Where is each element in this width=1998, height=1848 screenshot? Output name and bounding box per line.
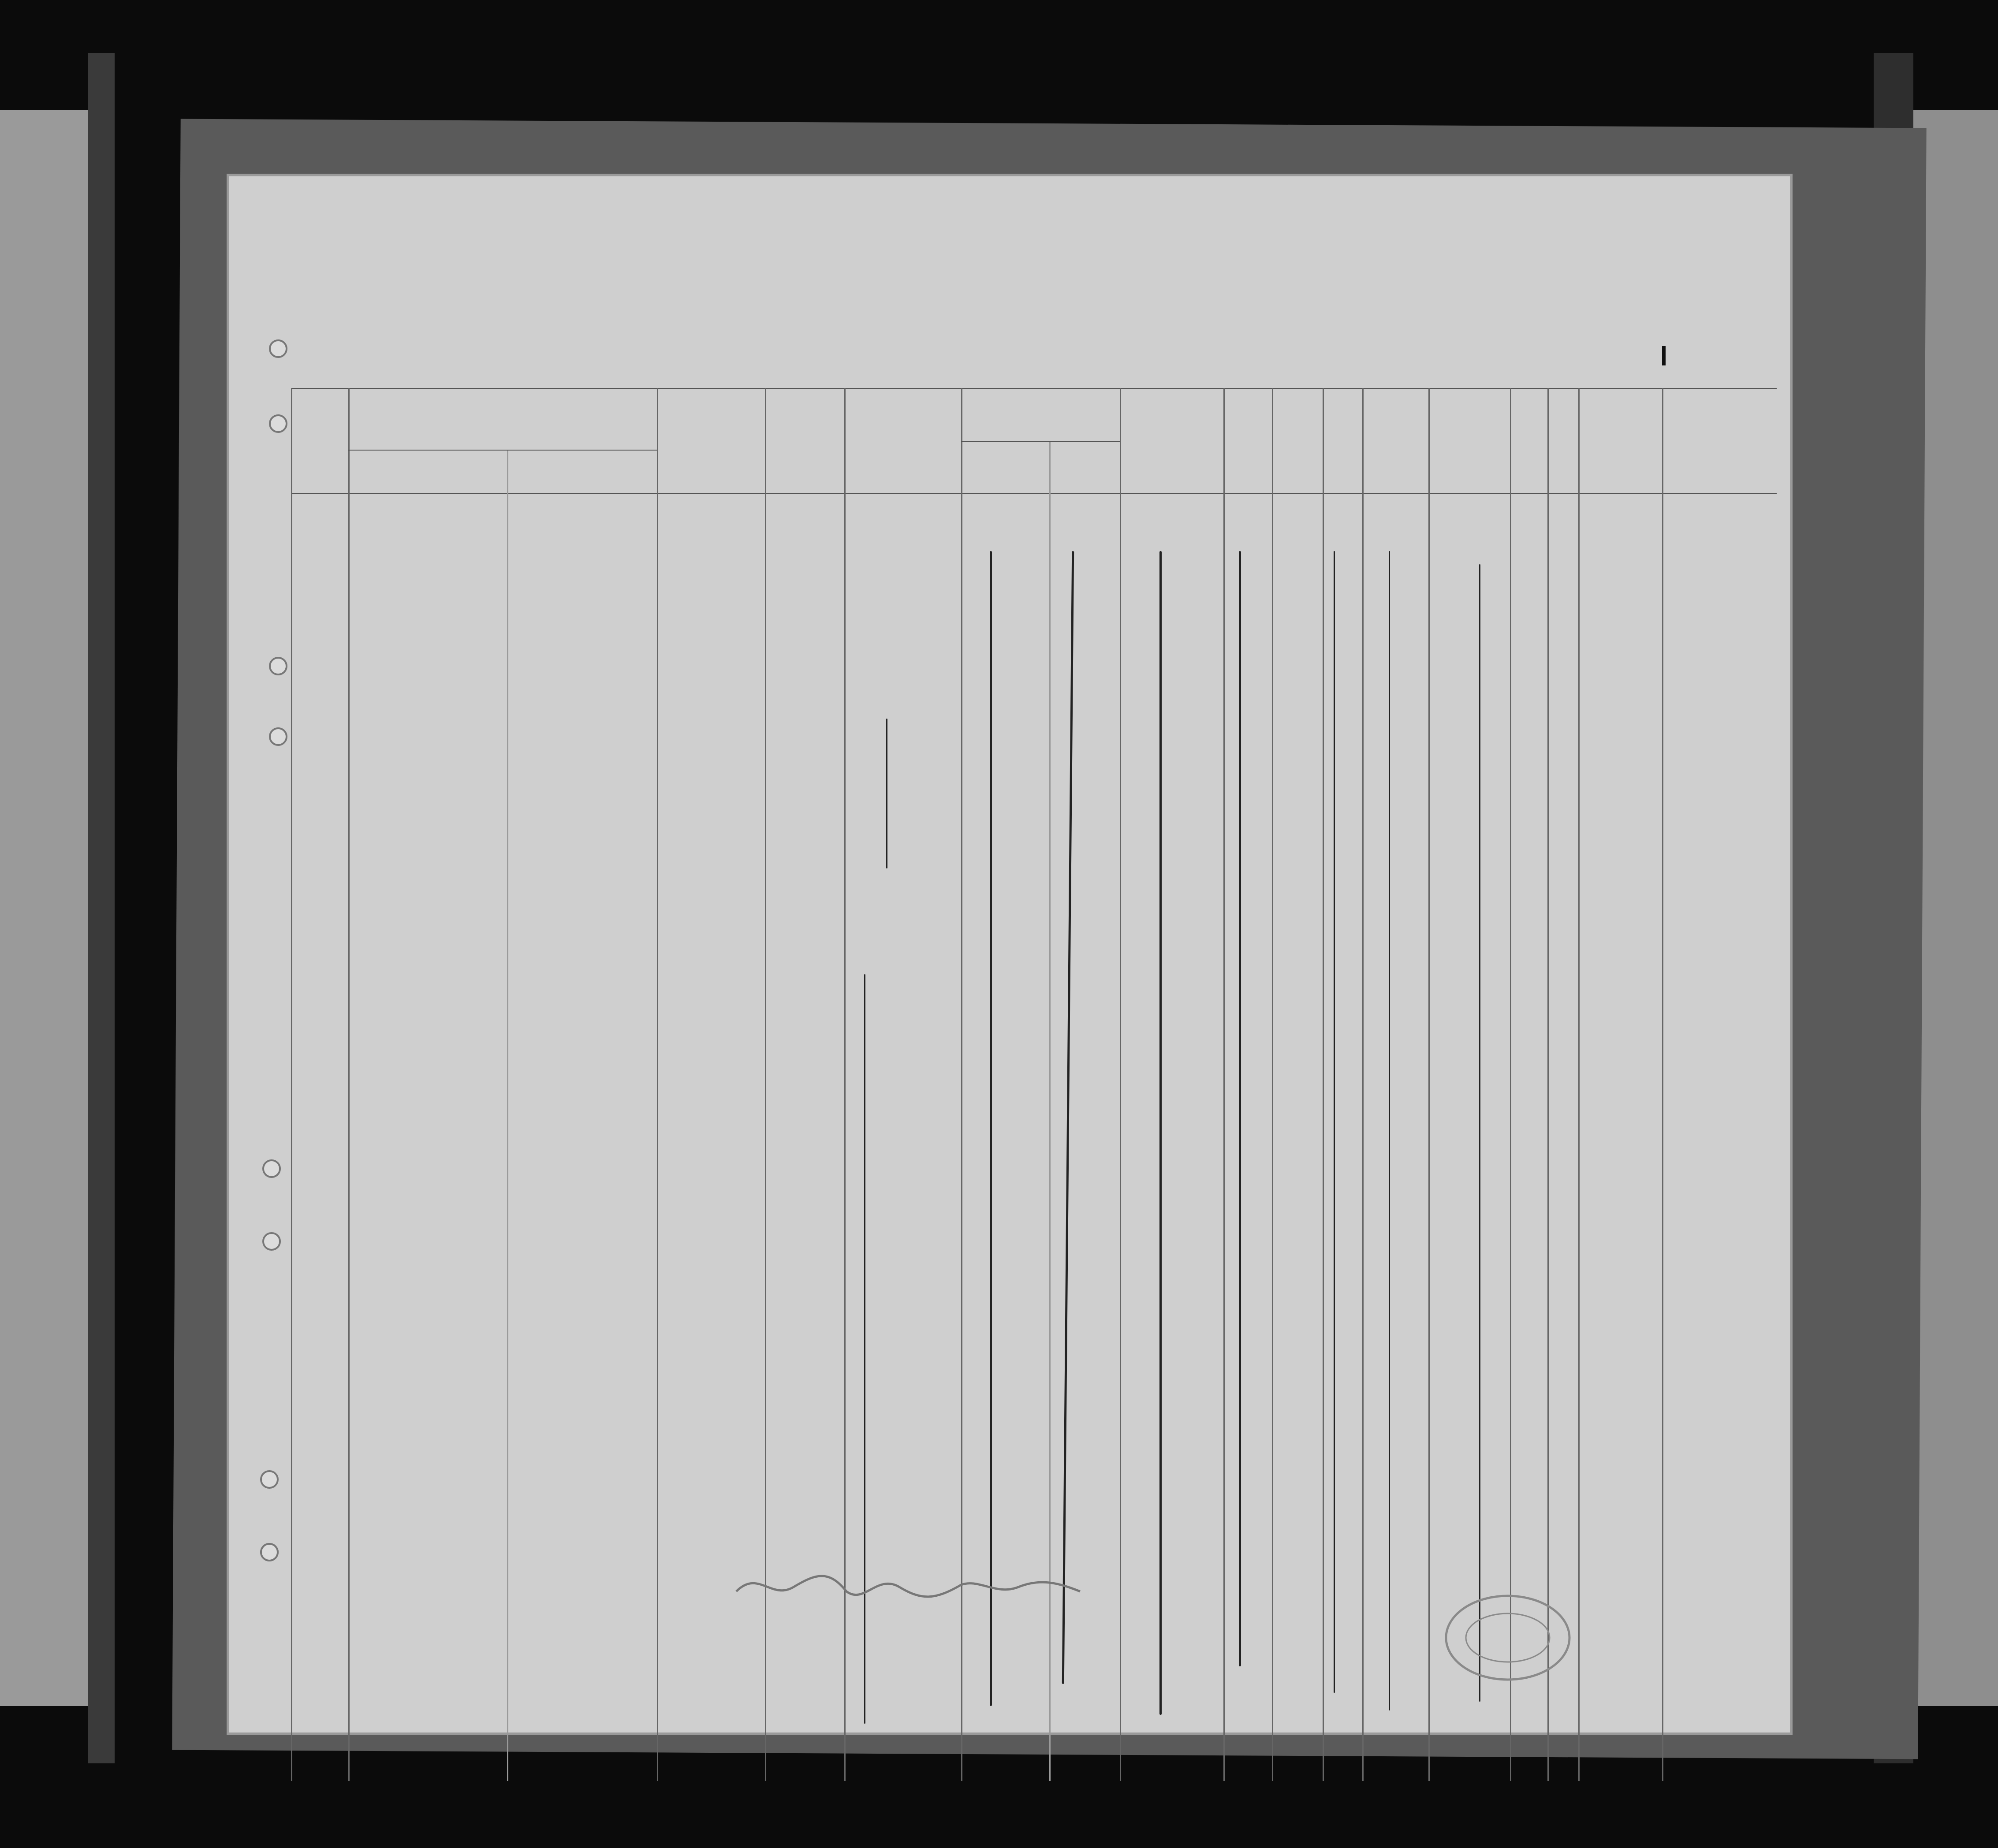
- column-divider: [657, 388, 658, 1781]
- shipped-header-rule: [961, 441, 1120, 442]
- ditto-line-read: [1239, 551, 1241, 1666]
- punch-hole: [260, 1543, 279, 1561]
- column-divider: [1510, 388, 1511, 1781]
- manifest-sheet: [229, 176, 1790, 1732]
- name-header-rule: [348, 450, 657, 451]
- column-divider: [507, 450, 508, 1781]
- column-divider: [1547, 388, 1549, 1781]
- punch-hole: [269, 657, 287, 675]
- punch-hole: [269, 414, 287, 433]
- depot-stamp: [1442, 1591, 1574, 1684]
- ditto-line-position-1: [886, 719, 887, 868]
- header-bottom-border: [291, 493, 1777, 494]
- column-divider: [1223, 388, 1225, 1781]
- ditto-line-nationality: [1479, 564, 1480, 1702]
- column-divider: [348, 388, 350, 1781]
- column-divider: [1362, 388, 1364, 1781]
- ditto-line-sex: [1334, 551, 1335, 1693]
- list-bracket: [1662, 346, 1666, 365]
- column-divider: [1323, 388, 1324, 1781]
- column-divider: [1120, 388, 1121, 1781]
- punch-hole: [260, 1470, 279, 1489]
- column-divider: [1428, 388, 1430, 1781]
- punch-hole: [262, 1232, 281, 1251]
- right-adjacent-page: [1913, 110, 1998, 1706]
- ditto-line-where: [1062, 551, 1074, 1684]
- column-divider: [1578, 388, 1580, 1781]
- column-divider: [291, 388, 292, 1781]
- signature: [732, 1561, 1085, 1609]
- column-divider: [1272, 388, 1273, 1781]
- ditto-line-position-2: [864, 974, 865, 1724]
- column-divider: [1662, 388, 1663, 1781]
- punch-hole: [269, 727, 287, 746]
- ditto-line-when: [990, 551, 992, 1706]
- left-page-edge: [88, 53, 115, 1763]
- ditto-line-paid: [1159, 551, 1162, 1715]
- punch-hole: [262, 1159, 281, 1178]
- ditto-line-race: [1389, 551, 1390, 1710]
- table-top-border: [291, 388, 1777, 389]
- punch-hole: [269, 339, 287, 358]
- left-adjacent-page: [0, 110, 88, 1706]
